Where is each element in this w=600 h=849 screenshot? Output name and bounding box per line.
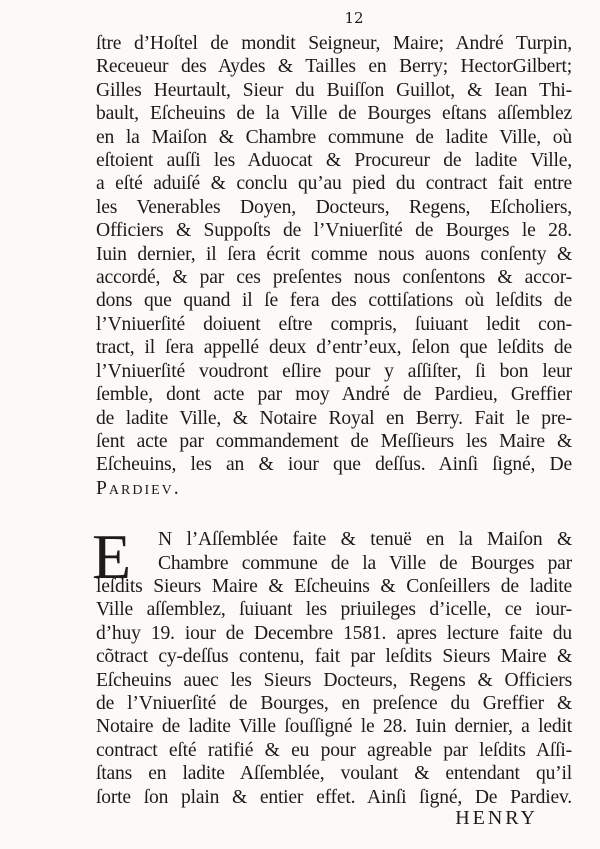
paragraph-1: [96, 32, 572, 500]
text-line: de ladite Ville, & Notaire Royal en Berry. Fait le pre-: [96, 407, 572, 429]
text-line: de l’Vniuerſité de Bourges, en preſence du Greffier &: [96, 692, 572, 714]
text-line: Notaire de ladite Ville ſouſſigné le 28. Iuin dernier, a ledit: [96, 716, 572, 738]
text-line: Receueur des Aydes & Tailles en Berry; HectorGilbert;: [96, 56, 572, 78]
text-line: leſdits Sieurs Maire & Eſcheuins & Conſeillers de ladite: [96, 575, 572, 597]
text-line: contract eſté ratifié & eu pour agreable par leſdits Aſſi-: [96, 739, 572, 761]
text-line: tract, il ſera appellé deux d’entr’eux, ſelon que leſdits de: [96, 337, 572, 359]
text-line: a eſté aduiſé & conclu qu’au pied du contract fait entre: [96, 173, 572, 195]
page-number: 12: [344, 9, 364, 27]
text-line: en la Maiſon & Chambre commune de ladite Ville, où: [96, 126, 572, 148]
text-line: cõtract cy-deſſus contenu, fait par leſdits Sieurs Maire &: [96, 646, 572, 668]
text-line: Ville aſſemblez, ſuiuant les priuileges d’icelle, ce iour-: [96, 599, 572, 621]
signature: HENRY: [455, 807, 538, 829]
text-line: Iuin dernier, il ſera écrit comme nous auons conſenty &: [96, 243, 572, 265]
text-line: eſtoient auſſi les Aduocat & Procureur de ladite Ville,: [96, 150, 572, 172]
text-line: accordé, & par ces preſentes nous conſentons & accor-: [96, 267, 572, 289]
text-line: ſtans en ladite Aſſemblée, voulant & entendant qu’il: [96, 763, 572, 785]
text-line: l’Vniuerſité doiuent eſtre compris, ſuiuant ledit con-: [96, 313, 572, 335]
text-line: N l’Aſſemblée faite & tenuë en la Maiſon &: [158, 529, 572, 551]
text-line: ſtre d’Hoſtel de mondit Seigneur, Maire; André Turpin,: [96, 33, 572, 54]
text-line: bault, Eſcheuins de la Ville de Bourges eſtans aſſemblez: [96, 103, 572, 125]
text-line: l’Vniuerſité voudront eſlire pour y aſſiſter, ſi bon leur: [96, 360, 572, 382]
paragraph-gap: [96, 500, 572, 528]
paragraph-2: [92, 521, 572, 809]
text-line: Eſcheuins auec les Sieurs Docteurs, Regens & Officiers: [96, 669, 572, 691]
text-line: ſorte ſon plain & entier effet. Ainſi ſigné, De Pardiev.: [96, 786, 572, 808]
text-line: d’huy 19. iour de Decembre 1581. apres lecture faite du: [96, 622, 572, 644]
text-line: Eſcheuins, les an & iour que deſſus. Ainſi ſigné, De: [96, 454, 572, 476]
text-line: ſemble, dont acte par moy André de Pardieu, Greffier: [96, 384, 572, 406]
text-line: Gilles Heurtault, Sieur du Buiſſon Guillot, & Iean Thi-: [96, 79, 572, 101]
text-line: dons que quand il ſe fera des cottiſations où leſdits de: [96, 290, 572, 312]
text-line: Officiers & Suppoſts de l’Vniuerſité de Bourges le 28.: [96, 220, 572, 242]
text-line: les Venerables Doyen, Docteurs, Regens, Eſcholiers,: [96, 196, 572, 218]
text-line: Chambre commune de la Ville de Bourges par: [158, 552, 572, 574]
text-line: ſent acte par commandement de Meſſieurs les Maire &: [96, 430, 572, 452]
text-line: Pardiev.: [96, 477, 181, 499]
drop-cap: E: [92, 521, 131, 593]
